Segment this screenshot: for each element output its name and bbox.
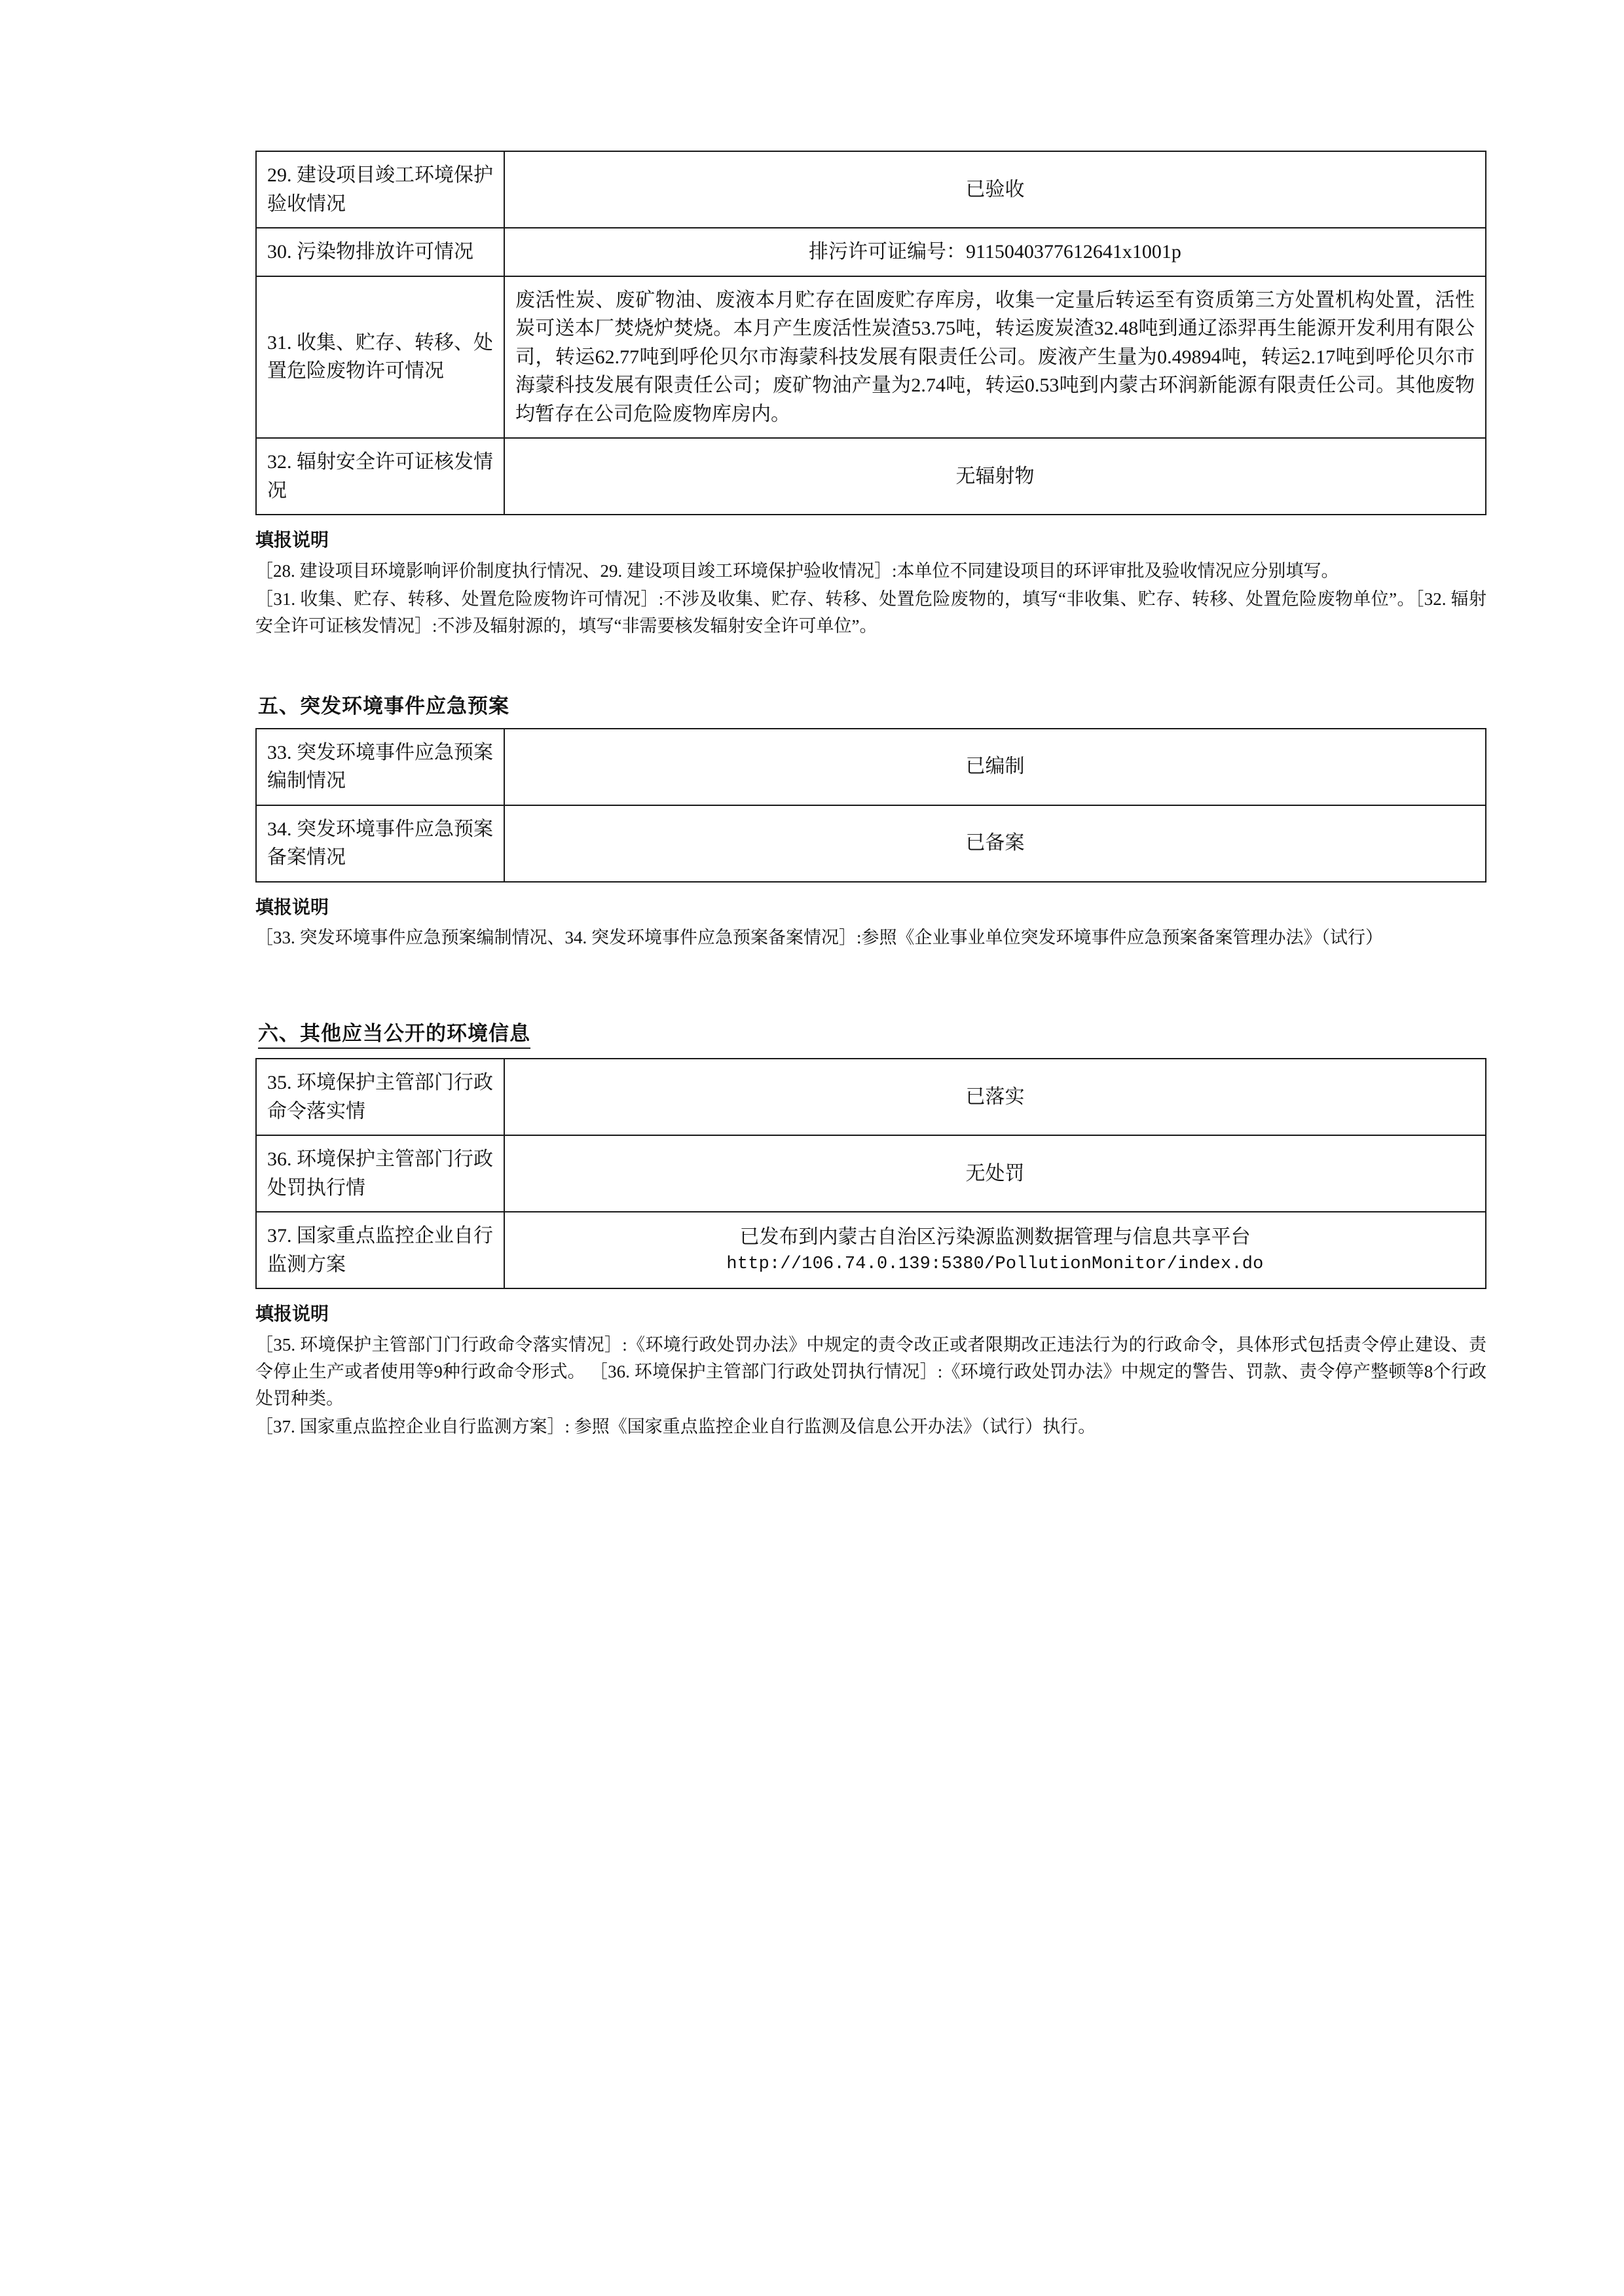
notes-section-6 <box>255 1301 1486 1440</box>
row-value-line1: 已发布到内蒙古自治区污染源监测数据管理与信息共享平台 <box>739 1226 1251 1248</box>
notes-title: 填报说明 <box>255 1304 329 1325</box>
row-value: 无处罚 <box>504 1135 1486 1212</box>
note-item: ［35. 环境保护主管部门门行政命令落实情况］:《环境行政处罚办法》中规定的责令改正或者限期改正违法行为的行政命令，具体形式包括责令停止建设、责令停止生产或者使用等9种行政命令形式。 ［36. 环境保护主管部门行政处罚执行情况］:《环境行政处罚办法》中规定的警告、罚款、责令停产整顿等8个行政处罚种类。 <box>255 1334 1486 1408</box>
table-row <box>256 1212 1486 1288</box>
table-row <box>256 1059 1486 1135</box>
row-label: 36. 环境保护主管部门行政处罚执行情 <box>256 1135 504 1212</box>
table-row <box>256 228 1486 276</box>
table-row <box>256 438 1486 515</box>
row-value: 废活性炭、废矿物油、废液本月贮存在固废贮存库房，收集一定量后转运至有资质第三方处置机构处置，活性炭可送本厂焚烧炉焚烧。本月产生废活性炭渣53.75吨，转运废炭渣32.48吨到通辽添羿再生能源开发利用有限公司，转运62.77吨到呼伦贝尔市海蒙科技发展有限责任公司。废液产生量为0.49894吨，转运2.17吨到呼伦贝尔市海蒙科技发展有限责任公司；废矿物油产量为2.74吨，转运0.53吨到内蒙古环润新能源有限责任公司。其他废物均暂存在公司危险废物库房内。 <box>504 276 1486 439</box>
row-label: 33. 突发环境事件应急预案编制情况 <box>256 729 504 805</box>
section-heading-5: 五、突发环境事件应急预案 <box>258 694 509 718</box>
table-section-5 <box>255 728 1486 883</box>
notes-title: 填报说明 <box>255 897 329 918</box>
note-item: ［31. 收集、贮存、转移、处置危险废物许可情况］:不涉及收集、贮存、转移、处置危险废物的，填写“非收集、贮存、转移、处置危险废物单位”。［32. 辐射安全许可证核发情况］:不涉及辐射源的，填写“非需要核发辐射安全许可单位”。 <box>255 589 1486 636</box>
row-label: 29. 建设项目竣工环境保护验收情况 <box>256 151 504 228</box>
row-label: 31. 收集、贮存、转移、处置危险废物许可情况 <box>256 276 504 439</box>
row-value-block <box>504 1212 1486 1288</box>
table-row <box>256 729 1486 805</box>
table-row <box>256 805 1486 882</box>
table-row <box>256 276 1486 439</box>
notes-section-4 <box>255 527 1486 640</box>
note-item: ［33. 突发环境事件应急预案编制情况、34. 突发环境事件应急预案备案情况］:参照《企业事业单位突发环境事件应急预案备案管理办法》（试行） <box>255 928 1383 948</box>
row-label: 32. 辐射安全许可证核发情况 <box>256 438 504 515</box>
row-value: 无辐射物 <box>504 438 1486 515</box>
table-row <box>256 1135 1486 1212</box>
row-value: 已备案 <box>504 805 1486 882</box>
notes-title: 填报说明 <box>255 530 329 551</box>
row-value: 排污许可证编号：9115040377612641x1001p <box>504 228 1486 276</box>
row-label: 34. 突发环境事件应急预案备案情况 <box>256 805 504 882</box>
section-heading-6: 六、其他应当公开的环境信息 <box>258 1017 530 1049</box>
row-value: 已编制 <box>504 729 1486 805</box>
note-item: ［28. 建设项目环境影响评价制度执行情况、29. 建设项目竣工环境保护验收情况］:本单位不同建设项目的环评审批及验收情况应分别填写。 <box>255 560 1339 581</box>
row-value: 已验收 <box>504 151 1486 228</box>
table-section-4 <box>255 151 1486 515</box>
row-label: 30. 污染物排放许可情况 <box>256 228 504 276</box>
document-content <box>255 151 1486 1440</box>
table-row <box>256 151 1486 228</box>
row-label: 37. 国家重点监控企业自行监测方案 <box>256 1212 504 1288</box>
row-value: 已落实 <box>504 1059 1486 1135</box>
table-section-6 <box>255 1058 1486 1289</box>
note-item: ［37. 国家重点监控企业自行监测方案］: 参照《国家重点监控企业自行监测及信息公开办法》（试行）执行。 <box>255 1416 1096 1436</box>
monitoring-platform-url: http://106.74.0.139:5380/PollutionMonitor/index.do <box>726 1254 1264 1274</box>
notes-section-5 <box>255 894 1486 952</box>
row-label: 35. 环境保护主管部门行政命令落实情 <box>256 1059 504 1135</box>
